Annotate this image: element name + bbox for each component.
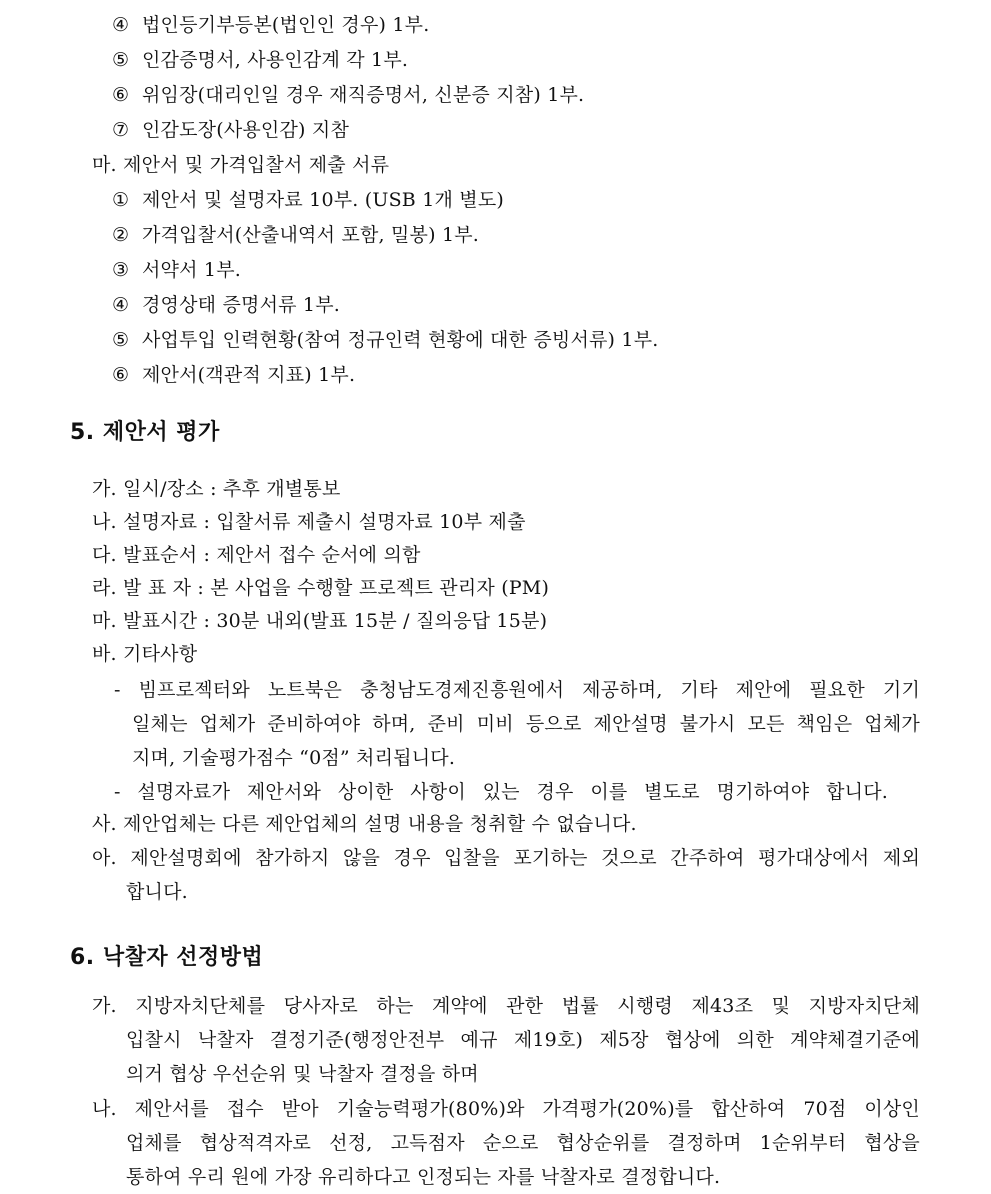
doc-item-6: [112, 82, 584, 108]
eval-item-a: [92, 841, 920, 875]
eval-item-ma: 마. 발표시간 : 30분 내외(발표 15분 / 질의응답 15분): [92, 610, 548, 632]
item-text: 법인등기부등본(법인인 경우) 1부.: [142, 14, 430, 36]
selection-item-na-line-2: 업체를 협상적격자로 선정, 고득점자 순으로 협상순위를 결정하며 1순위부터 협상을: [126, 1132, 920, 1154]
eval-item-na: 나. 설명자료 : 입찰서류 제출시 설명자료 10부 제출: [92, 511, 526, 533]
eval-item-da: 다. 발표순서 : 제안서 접수 순서에 의함: [92, 544, 421, 566]
item-number: ②: [112, 224, 130, 246]
eval-item-ba: 바. 기타사항: [92, 643, 198, 665]
item-text: 제안서(객관적 지표) 1부.: [142, 364, 356, 386]
etc-bullet-2: [114, 775, 888, 809]
item-number: ⑤: [112, 329, 130, 351]
selection-item-ga: [92, 989, 920, 1023]
selection-item-na-line-1: 나. 제안서를 접수 받아 기술능력평가(80%)와 가격평가(20%)를 합산하여 70점 이상인: [92, 1098, 920, 1120]
eval-item-sa: 사. 제안업체는 다른 제안업체의 설명 내용을 청취할 수 없습니다.: [92, 813, 637, 835]
item-text: 경영상태 증명서류 1부.: [142, 294, 340, 316]
section-ma-label: 마. 제안서 및 가격입찰서 제출 서류: [92, 154, 390, 176]
eval-item-ra: 라. 발 표 자 : 본 사업을 수행할 프로젝트 관리자 (PM): [92, 577, 550, 599]
item-number: ④: [112, 14, 130, 36]
item-text: 인감도장(사용인감) 지참: [142, 119, 350, 141]
item-number: ⑥: [112, 84, 130, 106]
section-6-heading: 6. 낙찰자 선정방법: [70, 945, 264, 970]
eval-item-ga: 가. 일시/장소 : 추후 개별통보: [92, 478, 341, 500]
item-text: 제안서 및 설명자료 10부. (USB 1개 별도): [142, 189, 505, 211]
submission-item-1: [112, 187, 504, 213]
item-number: ⑥: [112, 364, 130, 386]
item-text: 사업투입 인력현황(참여 정규인력 현황에 대한 증빙서류) 1부.: [142, 329, 659, 351]
doc-item-4: [112, 12, 429, 38]
eval-item-a-cont: [126, 875, 920, 909]
selection-item-na-line-3: 통하여 우리 원에 가장 유리하다고 인정되는 자를 낙찰자로 결정합니다.: [126, 1166, 721, 1188]
etc-bullet-1-line-1: - 빔프로젝터와 노트북은 충청남도경제진흥원에서 제공하며, 기타 제안에 필요한 기기: [114, 679, 920, 701]
item-number: ⑦: [112, 119, 130, 141]
etc-bullet-1-line-3: 지며, 기술평가점수 “0점” 처리됩니다.: [132, 747, 456, 769]
doc-item-7: [112, 117, 349, 143]
doc-item-5: [112, 47, 408, 73]
etc-bullet-1-cont: [132, 707, 920, 775]
item-text: 인감증명서, 사용인감계 각 1부.: [142, 49, 409, 71]
submission-item-5: [112, 327, 659, 353]
item-text: 위임장(대리인일 경우 재직증명서, 신분증 지참) 1부.: [142, 84, 585, 106]
submission-item-6: [112, 362, 355, 388]
selection-item-ga-line-1: 가. 지방자치단체를 당사자로 하는 계약에 관한 법률 시행령 제43조 및 지방자치단체: [92, 995, 920, 1017]
selection-item-na-cont: [126, 1126, 920, 1194]
item-number: ①: [112, 189, 130, 211]
selection-item-ga-line-3: 의거 협상 우선순위 및 낙찰자 결정을 하며: [126, 1063, 479, 1085]
selection-item-ga-line-2: 입찰시 낙찰자 결정기준(행정안전부 예규 제19호) 제5장 협상에 의한 계약체결기준에: [126, 1029, 920, 1051]
item-number: ⑤: [112, 49, 130, 71]
item-number: ③: [112, 259, 130, 281]
etc-bullet-1-line-2: 일체는 업체가 준비하여야 하며, 준비 미비 등으로 제안설명 불가시 모든 책임은 업체가: [132, 713, 920, 735]
submission-item-4: [112, 292, 340, 318]
selection-item-na: [92, 1092, 920, 1126]
item-text: 서약서 1부.: [142, 259, 241, 281]
item-number: ④: [112, 294, 130, 316]
selection-item-ga-cont: [126, 1023, 920, 1091]
submission-item-3: [112, 257, 241, 283]
eval-item-a-line-2: 합니다.: [126, 881, 188, 903]
etc-bullet-2-line-1: - 설명자료가 제안서와 상이한 사항이 있는 경우 이를 별도로 명기하여야 합니다.: [114, 781, 888, 803]
eval-item-a-line-1: 아. 제안설명회에 참가하지 않을 경우 입찰을 포기하는 것으로 간주하여 평가대상에서 제외: [92, 847, 920, 869]
section-5-heading: 5. 제안서 평가: [70, 420, 220, 445]
etc-bullet-1: [114, 673, 920, 707]
item-text: 가격입찰서(산출내역서 포함, 밀봉) 1부.: [142, 224, 480, 246]
submission-item-2: [112, 222, 479, 248]
